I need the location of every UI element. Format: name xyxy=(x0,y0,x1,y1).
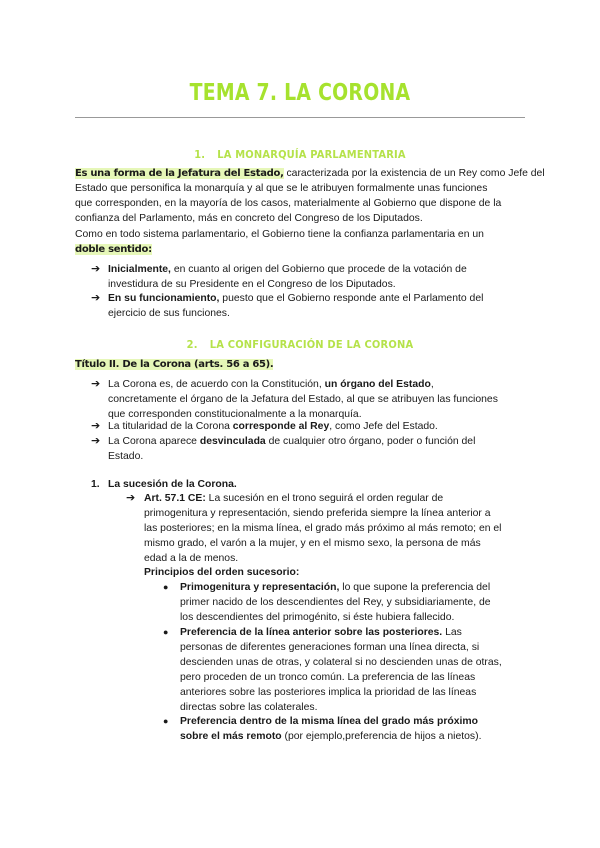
paragraph-line: que corresponden, en la mayoría de los casos, materialmente al Gobierno que dispone de la xyxy=(75,198,502,209)
article-line: las posteriores; en la misma línea, el grado más próximo al más remoto; en el xyxy=(144,523,502,534)
list-item: La Corona aparece desvinculada de cualquier otro órgano, poder o función del xyxy=(108,436,476,447)
article-line: mismo grado, el varón a la mujer, y en el mismo sexo, la persona de más xyxy=(144,538,481,549)
article-quote: Art. 57.1 CE: La sucesión en el trono seguirá el orden regular de xyxy=(144,493,444,504)
bullet-line: primer nacido de los descendientes del Rey, y subsidiariamente, de xyxy=(180,597,491,608)
bullet-icon: ● xyxy=(163,582,169,592)
list-item: En su funcionamiento, puesto que el Gobierno responde ante el Parlamento del xyxy=(108,293,484,304)
succession-heading: La sucesión de la Corona. xyxy=(108,479,237,490)
list-item: La titularidad de la Corona corresponde al Rey, como Jefe del Estado. xyxy=(108,421,438,432)
bullet-line: descienden unas de otras, y colateral si no descienden unas de otras, xyxy=(180,657,502,668)
bullet-item: Preferencia dentro de la misma línea del grado más próximo xyxy=(180,716,478,727)
highlight: Es una forma de la Jefatura del Estado, xyxy=(75,168,284,179)
arrow-icon: ➔ xyxy=(91,263,101,275)
bullet-icon: ● xyxy=(163,716,169,726)
paragraph-line: Como en todo sistema parlamentario, el Gobierno tiene la confianza parlamentaria en un xyxy=(75,229,484,240)
highlight: Título II. De la Corona (arts. 56 a 65). xyxy=(75,359,274,370)
title-divider xyxy=(75,117,525,118)
bullet-line: personas de diferentes generaciones forman una línea directa, si xyxy=(180,642,480,653)
paragraph-line xyxy=(75,242,152,257)
page-title: TEMA 7. LA CORONA xyxy=(189,80,411,106)
bullet-line: los descendientes del primogénito, si éste hubiera fallecido. xyxy=(180,612,455,623)
paragraph-line: confianza del Parlamento, más en concreto del Congreso de los Diputados. xyxy=(75,213,423,224)
numbered-heading: 1. xyxy=(91,479,100,490)
list-item-line: que corresponden constitucionalmente a la monarquía. xyxy=(108,409,362,420)
article-line: primogenitura y representación, siendo preferida siempre la línea anterior a xyxy=(144,508,491,519)
article-line: edad a la de menos. xyxy=(144,553,239,564)
principles-heading: Principios del orden sucesorio: xyxy=(144,567,300,578)
arrow-icon: ➔ xyxy=(91,420,101,432)
list-item: Inicialmente, en cuanto al origen del Gobierno que procede de la votación de xyxy=(108,264,467,275)
highlight: doble sentido: xyxy=(75,244,152,255)
section-heading-1: 1. LA MONARQUÍA PARLAMENTARIA xyxy=(194,148,406,161)
list-item: La Corona es, de acuerdo con la Constitución, un órgano del Estado, xyxy=(108,379,434,390)
paragraph-line: Es una forma de la Jefatura del Estado, caracterizada por la existencia de un Rey como Jefe del xyxy=(75,168,545,179)
list-item-line: investidura de su Presidente en el Congreso de los Diputados. xyxy=(108,279,396,290)
bullet-item: Preferencia de la línea anterior sobre las posteriores. Las xyxy=(180,627,462,638)
arrow-icon: ➔ xyxy=(91,435,101,447)
section-heading-2: 2. LA CONFIGURACIÓN DE LA CORONA xyxy=(186,338,414,351)
arrow-icon: ➔ xyxy=(91,378,101,390)
bullet-item: Primogenitura y representación, lo que supone la preferencia del xyxy=(180,582,491,593)
subtitle xyxy=(75,357,273,372)
bullet-line: directas sobre las colaterales. xyxy=(180,702,318,713)
paragraph-line: Estado que personifica la monarquía y al que se le atribuyen formalmente unas funciones xyxy=(75,183,488,194)
bullet-icon: ● xyxy=(163,627,169,637)
list-item-line: Estado. xyxy=(108,451,144,462)
bullet-line: pero proceden de un tronco común. La preferencia de las líneas xyxy=(180,672,476,683)
arrow-icon: ➔ xyxy=(126,492,136,504)
bullet-line: anteriores sobre las posteriores implica la prioridad de las líneas xyxy=(180,687,477,698)
bullet-line: sobre el más remoto (por ejemplo,preferencia de hijos a nietos). xyxy=(180,731,482,742)
list-item-line: concretamente el órgano de la Jefatura del Estado, al que se atribuyen las funciones xyxy=(108,394,498,405)
arrow-icon: ➔ xyxy=(91,292,101,304)
list-item-line: ejercicio de sus funciones. xyxy=(108,308,230,319)
